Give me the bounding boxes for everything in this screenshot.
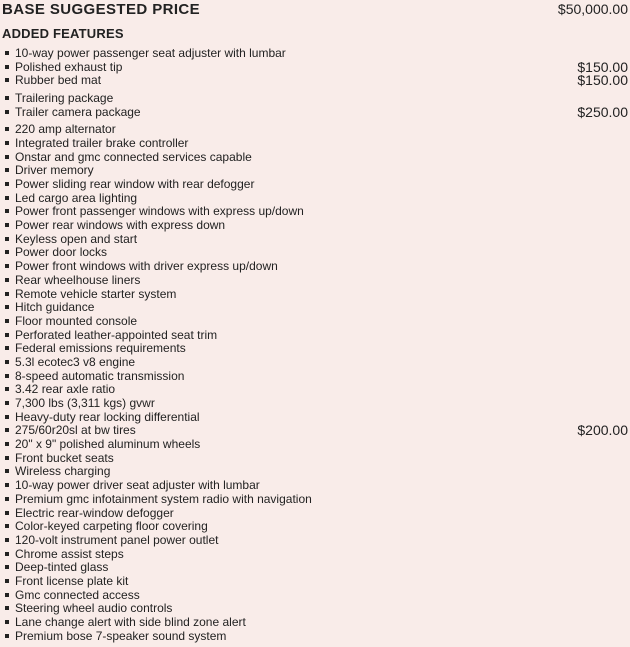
feature-row	[2, 328, 628, 342]
feature-label: Rear wheelhouse liners	[15, 272, 141, 287]
bullet-icon	[5, 374, 9, 378]
bullet-icon	[5, 497, 9, 501]
feature-label: Steering wheel audio controls	[15, 601, 173, 616]
feature-row	[2, 410, 628, 424]
feature-label: Perforated leather-appointed seat trim	[15, 327, 218, 342]
bullet-icon	[5, 511, 9, 515]
feature-row	[2, 369, 628, 383]
bullet-icon	[5, 78, 9, 82]
bullet-icon	[5, 264, 9, 268]
feature-row	[2, 46, 628, 60]
feature-label: 10-way power driver seat adjuster with lumbar	[15, 478, 260, 493]
feature-label: Power front passenger windows with express up/down	[15, 204, 304, 219]
bullet-icon	[5, 278, 9, 282]
feature-row	[2, 629, 628, 643]
feature-group	[2, 46, 628, 87]
bullet-icon	[5, 634, 9, 638]
bullet-icon	[5, 155, 9, 159]
bullet-icon	[5, 333, 9, 337]
feature-label: 8-speed automatic transmission	[15, 368, 185, 383]
bullet-icon	[5, 620, 9, 624]
bullet-icon	[5, 319, 9, 323]
bullet-icon	[5, 250, 9, 254]
feature-row	[2, 574, 628, 588]
feature-row	[2, 355, 628, 369]
feature-group	[2, 91, 628, 118]
feature-label: Front bucket seats	[15, 450, 114, 465]
feature-row	[2, 465, 628, 479]
feature-label: Power front windows with driver express up/down	[15, 259, 278, 274]
feature-row	[2, 136, 628, 150]
feature-row	[2, 437, 628, 451]
feature-row	[2, 122, 628, 136]
feature-row	[2, 105, 628, 119]
bullet-icon	[5, 387, 9, 391]
feature-row	[2, 73, 628, 87]
bullet-icon	[5, 606, 9, 610]
bullet-icon	[5, 292, 9, 296]
feature-label: Premium bose 7-speaker sound system	[15, 628, 227, 643]
feature-row	[2, 424, 628, 438]
feature-row	[2, 218, 628, 232]
feature-label: Trailer camera package	[15, 104, 141, 119]
bullet-icon	[5, 237, 9, 241]
bullet-icon	[5, 96, 9, 100]
feature-row	[2, 205, 628, 219]
bullet-icon	[5, 209, 9, 213]
feature-row	[2, 396, 628, 410]
feature-label: Wireless charging	[15, 464, 111, 479]
feature-label: 120-volt instrument panel power outlet	[15, 532, 219, 547]
bullet-icon	[5, 442, 9, 446]
bullet-icon	[5, 483, 9, 487]
bullet-icon	[5, 565, 9, 569]
feature-row	[2, 91, 628, 105]
feature-row	[2, 533, 628, 547]
bullet-icon	[5, 196, 9, 200]
feature-label: Color-keyed carpeting floor covering	[15, 519, 208, 534]
features-list	[2, 46, 628, 643]
feature-row	[2, 191, 628, 205]
bullet-icon	[5, 524, 9, 528]
bullet-icon	[5, 65, 9, 69]
feature-row	[2, 506, 628, 520]
bullet-icon	[5, 305, 9, 309]
feature-row	[2, 287, 628, 301]
feature-row	[2, 60, 628, 74]
sheet-header	[2, 1, 628, 40]
bullet-icon	[5, 51, 9, 55]
feature-row	[2, 341, 628, 355]
feature-label: Led cargo area lighting	[15, 190, 138, 205]
feature-row	[2, 259, 628, 273]
feature-row	[2, 246, 628, 260]
bullet-icon	[5, 346, 9, 350]
feature-row	[2, 150, 628, 164]
feature-label: 3.42 rear axle ratio	[15, 382, 116, 397]
bullet-icon	[5, 141, 9, 145]
feature-row	[2, 177, 628, 191]
bullet-icon	[5, 428, 9, 432]
feature-label: 5.3l ecotec3 v8 engine	[15, 354, 136, 369]
feature-price: $150.00	[577, 58, 628, 75]
bullet-icon	[5, 593, 9, 597]
bullet-icon	[5, 168, 9, 172]
bullet-icon	[5, 223, 9, 227]
bullet-icon	[5, 127, 9, 131]
feature-label: Hitch guidance	[15, 300, 95, 315]
bullet-icon	[5, 110, 9, 114]
bullet-icon	[5, 360, 9, 364]
feature-price: $150.00	[577, 72, 628, 89]
feature-row	[2, 615, 628, 629]
feature-row	[2, 451, 628, 465]
feature-label: 220 amp alternator	[15, 122, 116, 137]
feature-label: Keyless open and start	[15, 231, 138, 246]
feature-label: Power rear windows with express down	[15, 218, 226, 233]
feature-label: Gmc connected access	[15, 587, 140, 602]
feature-label: Onstar and gmc connected services capable	[15, 149, 252, 164]
feature-label: 7,300 lbs (3,311 kgs) gvwr	[15, 396, 155, 411]
feature-label: Rubber bed mat	[15, 73, 102, 88]
bullet-icon	[5, 579, 9, 583]
feature-label: Premium gmc infotainment system radio with navigation	[15, 491, 312, 506]
base-suggested-price-value: $50,000.00	[557, 1, 628, 17]
feature-group	[2, 122, 628, 642]
bullet-icon	[5, 415, 9, 419]
feature-label: Power door locks	[15, 245, 108, 260]
feature-label: Trailering package	[15, 90, 114, 105]
feature-label: Remote vehicle starter system	[15, 286, 177, 301]
feature-row	[2, 164, 628, 178]
added-features-title: ADDED FEATURES	[2, 26, 124, 41]
feature-label: Floor mounted console	[15, 313, 138, 328]
feature-label: 10-way power passenger seat adjuster with lumbar	[15, 45, 286, 60]
feature-label: Federal emissions requirements	[15, 341, 186, 356]
feature-row	[2, 232, 628, 246]
bullet-icon	[5, 538, 9, 542]
feature-label: Electric rear-window defogger	[15, 505, 174, 520]
feature-label: Deep-tinted glass	[15, 560, 109, 575]
feature-price: $250.00	[577, 103, 628, 120]
feature-price: $200.00	[577, 422, 628, 439]
feature-label: 275/60r20sl at bw tires	[15, 423, 136, 438]
feature-row	[2, 300, 628, 314]
feature-row	[2, 383, 628, 397]
feature-label: Power sliding rear window with rear defogger	[15, 177, 255, 192]
feature-label: Front license plate kit	[15, 573, 129, 588]
bullet-icon	[5, 552, 9, 556]
feature-row	[2, 273, 628, 287]
feature-label: Integrated trailer brake controller	[15, 135, 189, 150]
bullet-icon	[5, 401, 9, 405]
bullet-icon	[5, 469, 9, 473]
feature-label: Chrome assist steps	[15, 546, 124, 561]
feature-row	[2, 560, 628, 574]
feature-row	[2, 547, 628, 561]
feature-label: 20" x 9" polished aluminum wheels	[15, 437, 201, 452]
feature-label: Driver memory	[15, 163, 94, 178]
feature-row	[2, 314, 628, 328]
bullet-icon	[5, 456, 9, 460]
feature-label: Polished exhaust tip	[15, 59, 123, 74]
bullet-icon	[5, 182, 9, 186]
feature-row	[2, 588, 628, 602]
feature-label: Heavy-duty rear locking differential	[15, 409, 200, 424]
base-suggested-price-title: BASE SUGGESTED PRICE	[2, 1, 201, 18]
feature-row	[2, 519, 628, 533]
feature-row	[2, 602, 628, 616]
feature-row	[2, 492, 628, 506]
feature-row	[2, 478, 628, 492]
feature-label: Lane change alert with side blind zone alert	[15, 615, 246, 630]
base-price-row	[2, 1, 628, 18]
